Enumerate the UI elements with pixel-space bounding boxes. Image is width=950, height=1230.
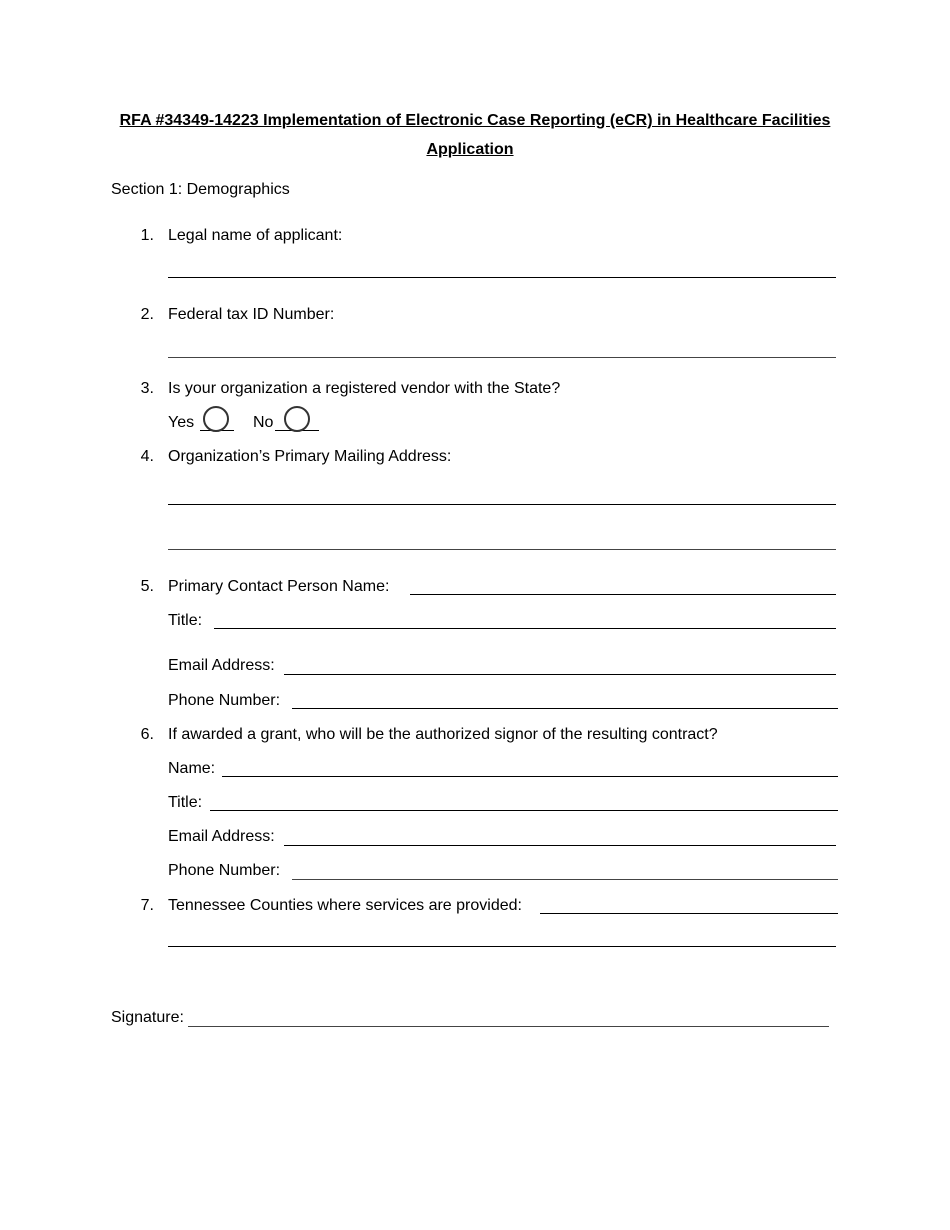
q2-number: 2.	[140, 306, 154, 323]
q1-number: 1.	[140, 227, 154, 244]
form-title-line1: RFA #34349-14223 Implementation of Electronic Case Reporting (eCR) in Healthcare Facilities	[119, 112, 831, 129]
signor-name-field[interactable]	[222, 776, 838, 777]
q4-number: 4.	[140, 448, 154, 465]
signature-label: Signature:	[111, 1009, 184, 1026]
contact-email-field[interactable]	[284, 674, 836, 675]
contact-phone-label: Phone Number:	[168, 692, 281, 709]
signor-name-label: Name:	[168, 760, 216, 777]
contact-title-label: Title:	[168, 612, 203, 629]
q2-label: Federal tax ID Number:	[168, 306, 335, 323]
contact-phone-field[interactable]	[292, 708, 838, 709]
signor-title-label: Title:	[168, 794, 203, 811]
mailing-address-line2[interactable]	[168, 549, 836, 550]
section-label: Section 1: Demographics	[111, 181, 290, 198]
q4-label: Organization’s Primary Mailing Address:	[168, 448, 452, 465]
q3-number: 3.	[140, 380, 154, 397]
yes-radio[interactable]	[203, 406, 229, 432]
counties-field-line1[interactable]	[540, 913, 838, 914]
signature-field[interactable]	[188, 1026, 829, 1027]
q3-label: Is your organization a registered vendor with the State?	[168, 380, 561, 397]
q6-label: If awarded a grant, who will be the authorized signor of the resulting contract?	[168, 726, 718, 743]
q7-label: Tennessee Counties where services are provided:	[168, 897, 522, 914]
signor-phone-field[interactable]	[292, 879, 838, 880]
contact-name-label: Primary Contact Person Name:	[168, 578, 390, 595]
signor-email-label: Email Address:	[168, 828, 275, 845]
yes-label: Yes	[168, 414, 195, 431]
contact-title-field[interactable]	[214, 628, 836, 629]
no-radio[interactable]	[284, 406, 310, 432]
counties-field-line2[interactable]	[168, 946, 836, 947]
tax-id-field[interactable]	[168, 357, 836, 358]
contact-email-label: Email Address:	[168, 657, 275, 674]
signor-email-field[interactable]	[284, 845, 836, 846]
q6-number: 6.	[140, 726, 154, 743]
applicant-name-field[interactable]	[168, 277, 836, 278]
q1-label: Legal name of applicant:	[168, 227, 343, 244]
mailing-address-line1[interactable]	[168, 504, 836, 505]
form-title-line2: Application	[426, 141, 514, 158]
no-label: No	[253, 414, 274, 431]
signor-title-field[interactable]	[210, 810, 838, 811]
q5-number: 5.	[140, 578, 154, 595]
q7-number: 7.	[140, 897, 154, 914]
contact-name-field[interactable]	[410, 594, 836, 595]
signor-phone-label: Phone Number:	[168, 862, 281, 879]
